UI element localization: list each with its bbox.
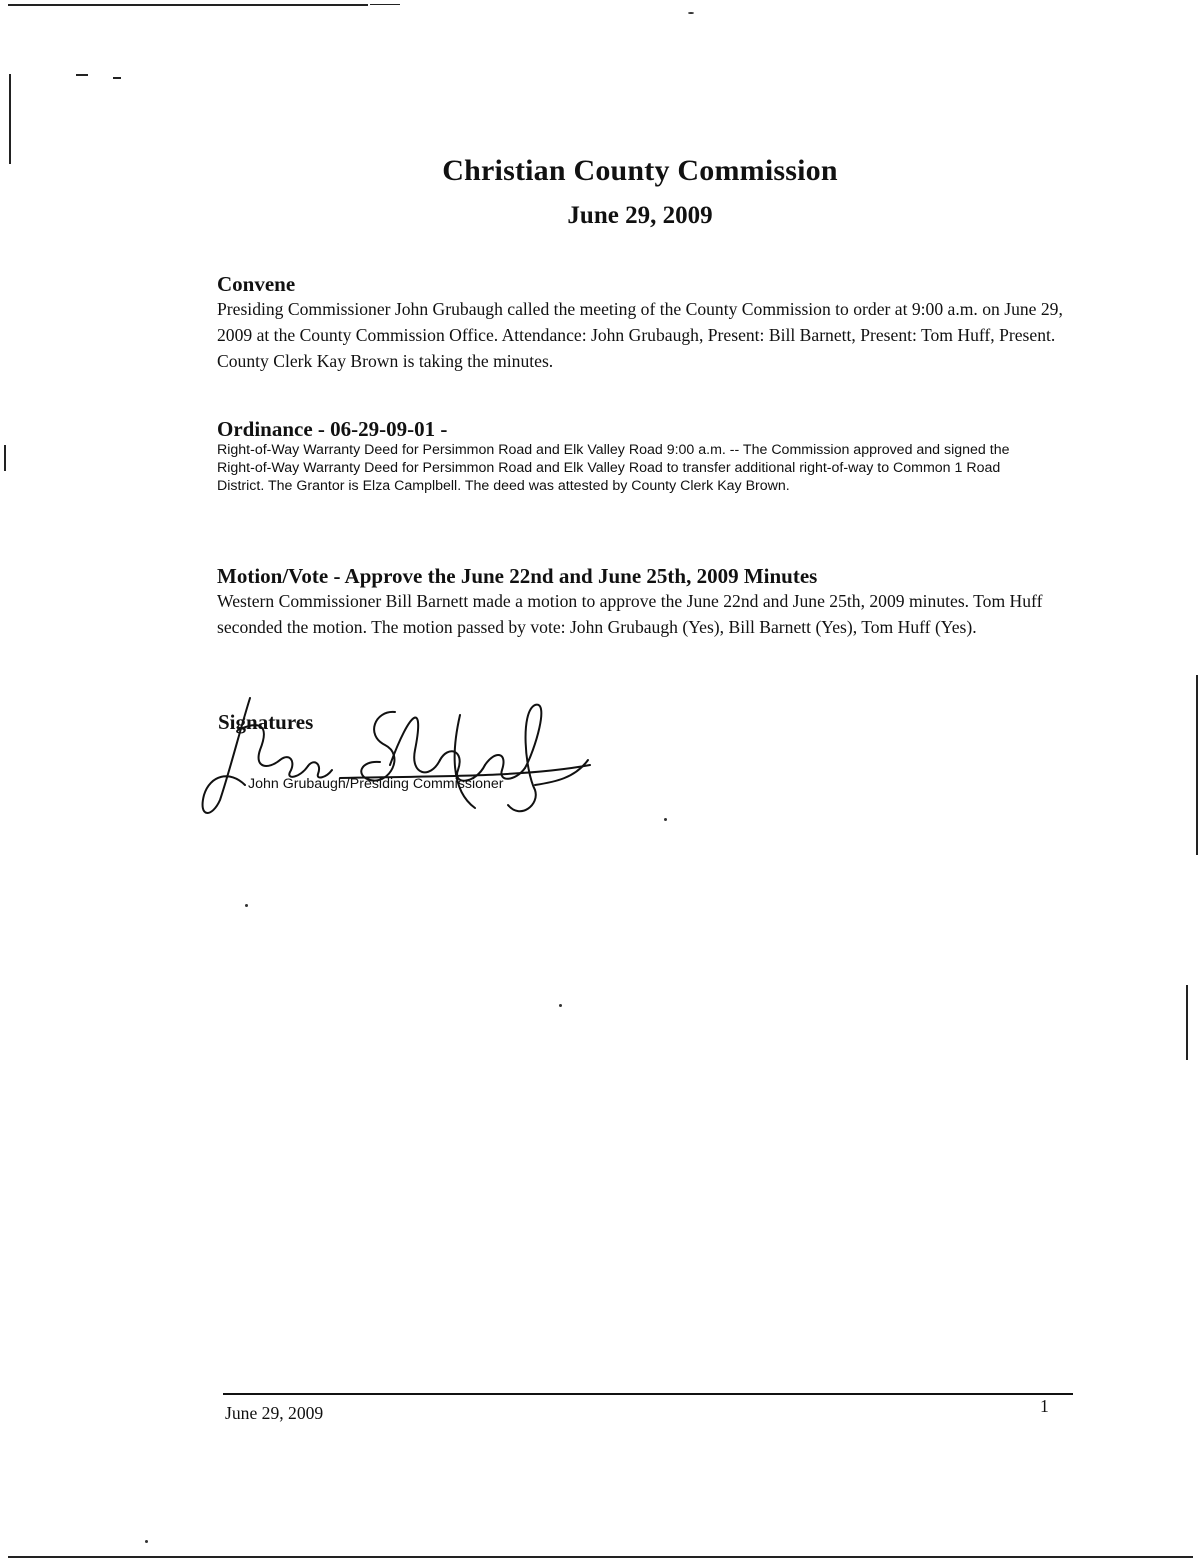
section-convene xyxy=(217,272,1087,374)
scan-right-mark-2 xyxy=(1186,985,1188,1060)
signer-name: John Grubaugh/Presiding Commissioner xyxy=(248,776,504,792)
section-body: Presiding Commissioner John Grubaugh called the meeting of the County Commission to order at 9:00 a.m. on June 29, 2009 at the County Commission Office. Attendance: John Grubaugh, Present: Bill Barnett, Present: Tom Huff, Present. County Clerk Kay Brown is taking the minutes. xyxy=(217,299,1063,371)
section-motion-vote xyxy=(217,564,1087,640)
section-body: Right-of-Way Warranty Deed for Persimmon Road and Elk Valley Road 9:00 a.m. -- The Commission approved and signed the Right-of-Way Warranty Deed for Persimmon Road and Elk Valley Road to transfer additional right-of-way to Common 1 Road District. The Grantor is Elza Camplbell. The deed was attested by County Clerk Kay Brown. xyxy=(217,442,1010,494)
section-heading: Ordinance - 06-29-09-01 - xyxy=(217,417,448,441)
scan-speck xyxy=(688,12,694,14)
scan-dash-2 xyxy=(113,77,121,79)
scan-speck xyxy=(664,818,667,821)
scan-top-edge xyxy=(8,4,368,6)
signatures-heading: Signatures xyxy=(218,710,314,734)
document-title: Christian County Commission xyxy=(442,154,838,187)
scan-right-mark xyxy=(1196,675,1198,855)
scan-speck xyxy=(559,1004,562,1007)
scan-speck xyxy=(245,904,248,907)
handwritten-signature xyxy=(190,690,610,825)
scan-left-mark xyxy=(4,445,6,471)
footer-date: June 29, 2009 xyxy=(225,1403,324,1423)
scan-top-edge-2 xyxy=(370,4,400,5)
section-heading: Convene xyxy=(217,272,296,296)
section-heading: Motion/Vote - Approve the June 22nd and June 25th, 2009 Minutes xyxy=(217,564,818,588)
scan-left-edge xyxy=(9,74,11,164)
document-date: June 29, 2009 xyxy=(567,202,713,229)
footer-rule xyxy=(223,1393,1073,1395)
scan-speck xyxy=(145,1540,148,1543)
section-body: Western Commissioner Bill Barnett made a motion to approve the June 22nd and June 25th, 2009 minutes. Tom Huff seconded the motion. The motion passed by vote: John Grubaugh (Yes), Bill Barnett (Yes), Tom Huff (Yes). xyxy=(217,591,1043,637)
scan-bottom-edge xyxy=(8,1556,1193,1558)
scan-dash xyxy=(76,74,88,76)
page-number: 1 xyxy=(1040,1396,1049,1416)
section-ordinance xyxy=(217,417,1087,495)
